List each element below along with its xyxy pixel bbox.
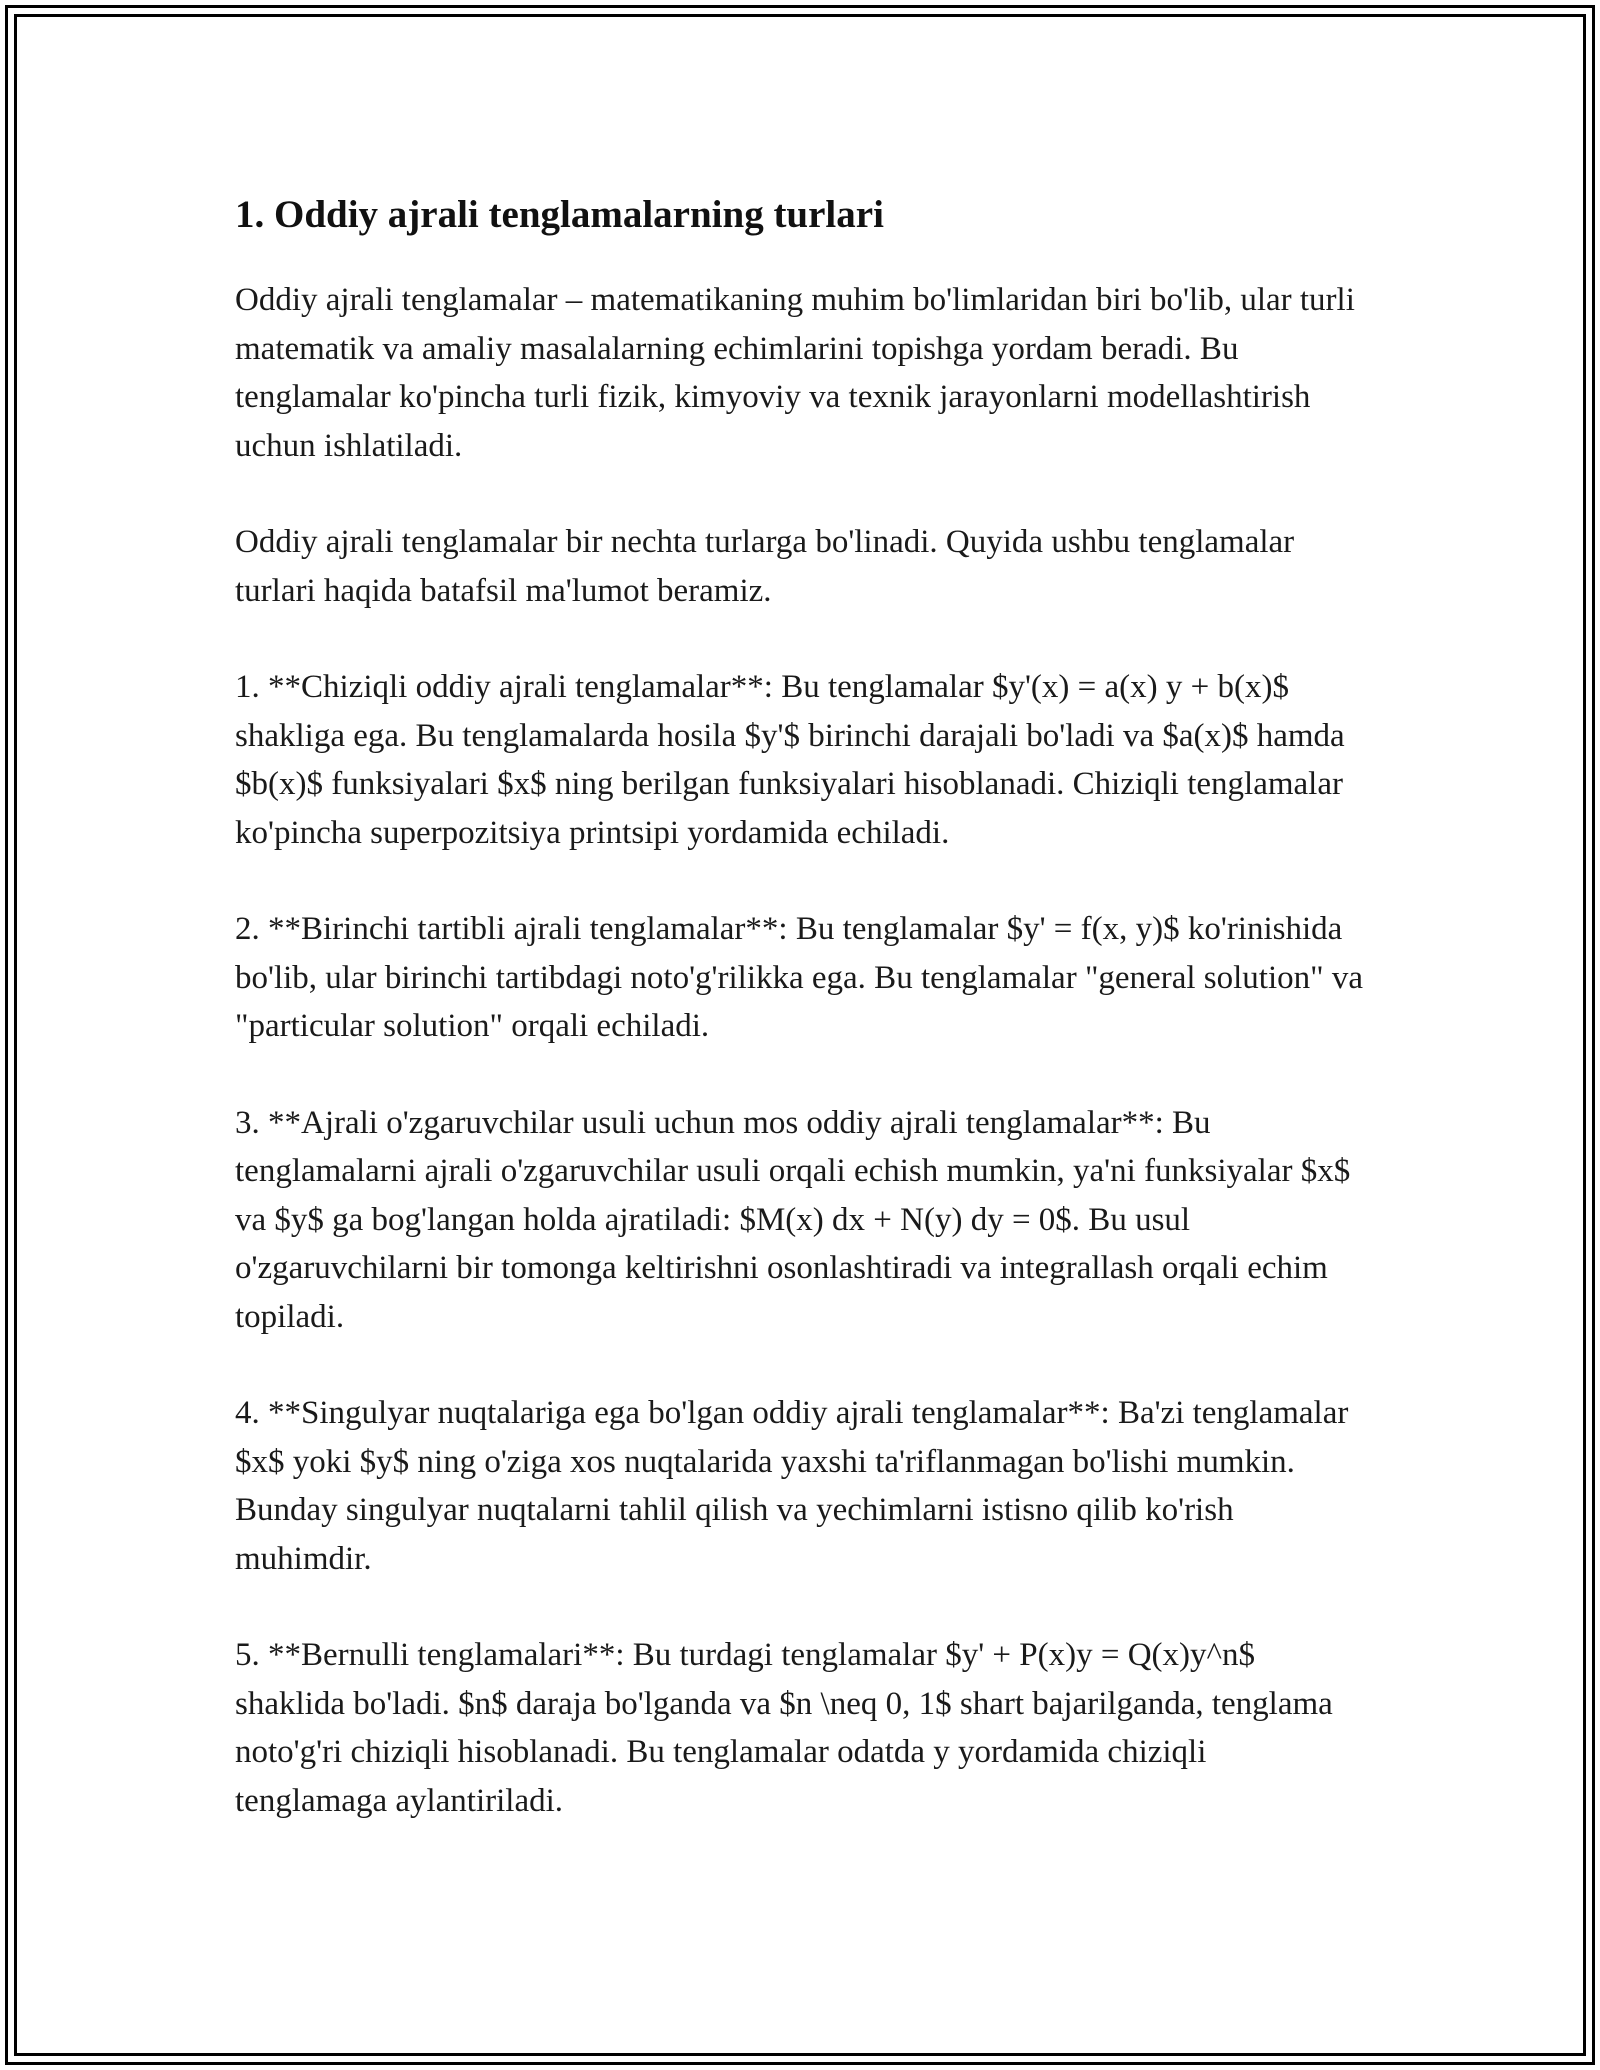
paragraph-intro: Oddiy ajrali tenglamalar – matematikaning muhim bo'limlaridan biri bo'lib, ular turli matematik va amaliy masalalarning echimlarini topishga yordam beradi. Bu tenglamalar ko'pincha turli fizik, kimyoviy va texnik jarayonlarni modellashtirish uchun ishlatiladi. (235, 282, 1355, 464)
document-title: 1. Oddiy ajrali tenglamalarning turlari (235, 193, 884, 236)
paragraph-type-2: 2. **Birinchi tartibli ajrali tenglamalar**: Bu tenglamalar $y' = f(x, y)$ ko'rinishida bo'lib, ular birinchi tartibdagi noto'g'rilikka ega. Bu tenglamalar "general solution" va "particular solution" orqali echiladi. (235, 911, 1363, 1044)
paragraph-type-1: 1. **Chiziqli oddiy ajrali tenglamalar**: Bu tenglamalar $y'(x) = a(x) y + b(x)$ shakliga ega. Bu tenglamalarda hosila $y'$ birinchi darajali bo'ladi va $a(x)$ hamda $b(x)$ funksiyalari $x$ ning berilgan funksiyalari hisoblanadi. Chiziqli tenglamalar ko'pincha superpozitsiya printsipi yordamida echiladi. (235, 669, 1345, 851)
document-body (235, 180, 1365, 1873)
paragraph-type-5: 5. **Bernulli tenglamalari**: Bu turdagi tenglamalar $y' + P(x)y = Q(x)y^n$ shaklida bo'ladi. $n$ daraja bo'lganda va $n \neq 0, 1$ shart bajarilganda, tenglama noto'g'ri chiziqli hisoblanadi. Bu tenglamalar odatda y yordamida chiziqli tenglamaga aylantiriladi. (235, 1637, 1333, 1819)
paragraph-overview: Oddiy ajrali tenglamalar bir nechta turlarga bo'linadi. Quyida ushbu tenglamalar turlari haqida batafsil ma'lumot beramiz. (235, 524, 1295, 609)
paragraph-type-4: 4. **Singulyar nuqtalariga ega bo'lgan oddiy ajrali tenglamalar**: Ba'zi tenglamalar $x$ yoki $y$ ning o'ziga xos nuqtalarida yaxshi ta'riflanmagan bo'lishi mumkin. Bunday singulyar nuqtalarni tahlil qilish va yechimlarni istisno qilib ko'rish muhimdir. (235, 1395, 1349, 1577)
paragraph-type-3: 3. **Ajrali o'zgaruvchilar usuli uchun mos oddiy ajrali tenglamalar**: Bu tenglamalarni ajrali o'zgaruvchilar usuli orqali echish mumkin, ya'ni funksiyalar $x$ va $y$ ga bog'langan holda ajratiladi: $M(x) dx + N(y) dy = 0$. Bu usul o'zgaruvchilarni bir tomonga keltirishni osonlashtiradi va integrallash orqali echim topiladi. (235, 1104, 1351, 1335)
